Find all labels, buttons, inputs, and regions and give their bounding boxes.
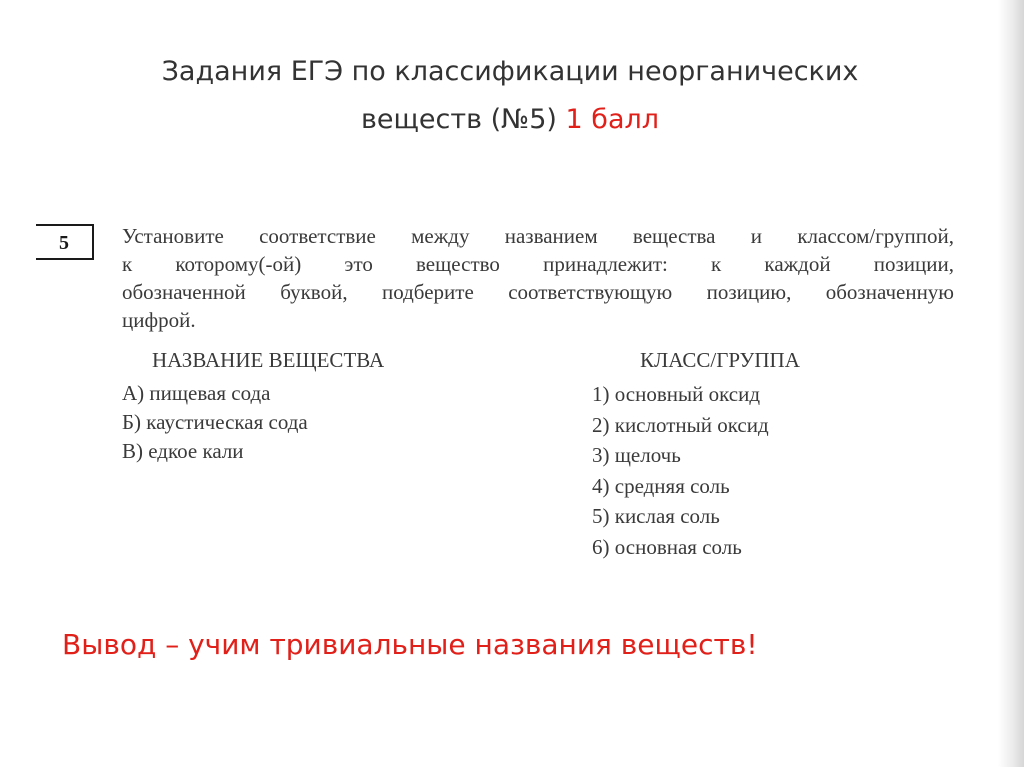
class-item-1: 1) основный оксид bbox=[592, 382, 760, 406]
task-text-line-1: Установите соответствие между названием вещества и классом/группой, bbox=[122, 224, 954, 248]
task-instructions bbox=[122, 222, 954, 334]
title-line-2 bbox=[60, 96, 960, 144]
class-item-4: 4) средняя соль bbox=[592, 473, 730, 498]
slide-title bbox=[60, 48, 960, 144]
task-text-line-4: цифрой. bbox=[122, 308, 196, 332]
title-line-2-text: веществ (№5) bbox=[360, 104, 557, 135]
substance-item-a: А) пищевая сода bbox=[122, 381, 271, 405]
conclusion-text: Вывод – учим тривиальные названия веществ! bbox=[62, 628, 758, 661]
substance-item-b: Б) каустическая сода bbox=[122, 410, 308, 434]
task-text-line-3: обозначенной буквой, подберите соответствующую позицию, обозначенную bbox=[122, 280, 954, 304]
substance-column-header: НАЗВАНИЕ ВЕЩЕСТВА bbox=[152, 348, 385, 372]
slide-edge-shadow bbox=[998, 0, 1024, 767]
task-text-line-2: к которому(-ой) это вещество принадлежит: к каждой позиции, bbox=[122, 252, 954, 276]
class-item-2: 2) кислотный оксид bbox=[592, 412, 769, 437]
class-item-5: 5) кислая соль bbox=[592, 504, 720, 528]
substance-item-c: В) едкое кали bbox=[122, 439, 244, 463]
class-column-header: КЛАСС/ГРУППА bbox=[640, 348, 800, 372]
task-number-box: 5 bbox=[36, 224, 94, 260]
class-group-column bbox=[592, 348, 800, 562]
title-line-1: Задания ЕГЭ по классификации неорганических bbox=[161, 56, 859, 87]
substance-name-column bbox=[122, 348, 384, 466]
class-item-3: 3) щелочь bbox=[592, 443, 681, 467]
title-points-accent: 1 балл bbox=[565, 104, 660, 135]
class-item-6: 6) основная соль bbox=[592, 534, 742, 559]
